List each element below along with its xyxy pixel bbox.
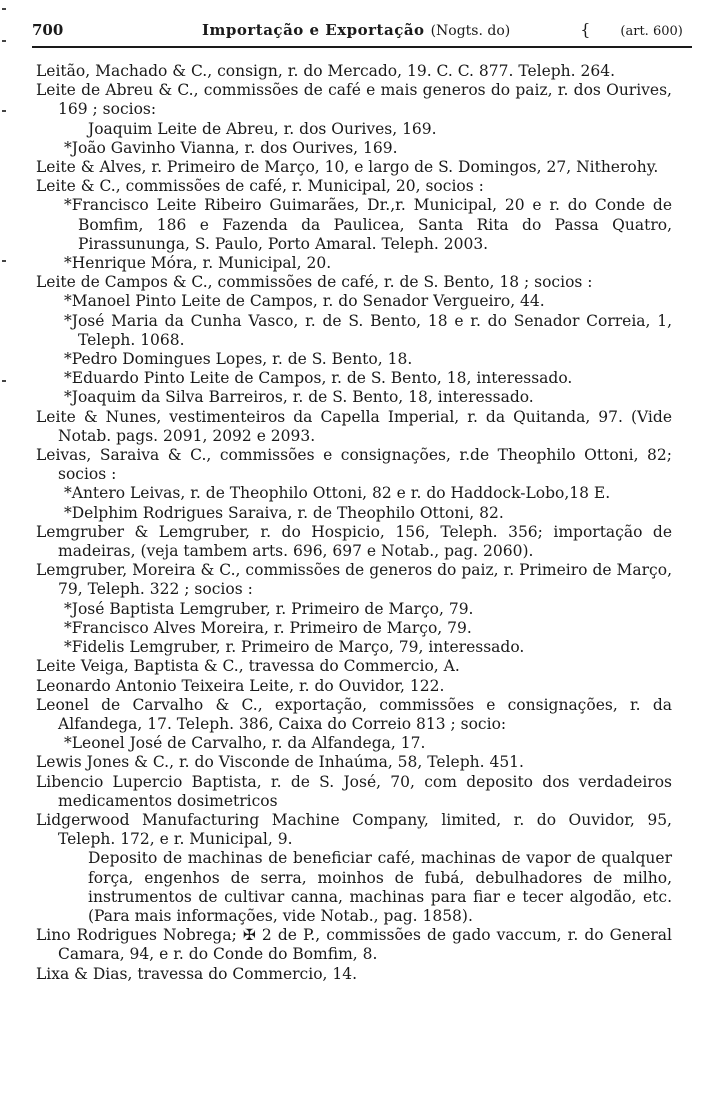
firm-entry: Leite & Alves, r. Primeiro de Março, 10, e largo de S. Domingos, 27, Nitherohy. [36,158,659,177]
firm-entry: Lemgruber, Moreira & C., commissões de generos do paiz, r. Primeiro de Março, 79, Teleph. 322 ; socios : [36,561,672,599]
page-edge-marks [0,0,14,1116]
entry-continuation: Deposito de machinas de beneficiar café, machinas de vapor de qualquer força, engenhos de serra, moinhos de fubá, debulhadores de milho, instrumentos de cultivar canna, machinas para fiar e tecer algodão, etc. (Para mais informações, vide Notab., pag. 1858). [88,849,672,925]
directory-entries [36,62,672,984]
page-header [32,20,692,48]
partner-entry: *José Baptista Lemgruber, r. Primeiro de Março, 79. [64,599,474,618]
article-reference: (art. 600) [620,24,683,39]
firm-entry: Lidgerwood Manufacturing Machine Company, limited, r. do Ouvidor, 95, Teleph. 172, e r. Municipal, 9. [36,810,672,849]
entry-continuation: Joaquim Leite de Abreu, r. dos Ourives, 169. [88,119,437,138]
firm-entry: Leite Veiga, Baptista & C., travessa do Commercio, A. [36,657,460,676]
partner-entry: *Manoel Pinto Leite de Campos, r. do Senador Vergueiro, 44. [64,292,545,311]
firm-entry: Lemgruber & Lemgruber, r. do Hospicio, 156, Teleph. 356; importação de madeiras, (veja tambem arts. 696, 697 e Notab., pag. 2060). [36,522,672,561]
partner-entry: *Pedro Domingues Lopes, r. de S. Bento, 18. [64,350,413,369]
firm-entry: Leite & C., commissões de café, r. Municipal, 20, socios : [36,177,484,196]
partner-entry: *Henrique Móra, r. Municipal, 20. [64,254,332,273]
firm-entry: Leonel de Carvalho & C., exportação, commissões e consignações, r. da Alfandega, 17. Teleph. 386, Caixa do Correio 813 ; socio: [36,695,672,733]
partner-entry: *Eduardo Pinto Leite de Campos, r. de S. Bento, 18, interessado. [64,369,573,388]
partner-entry: *Joaquim da Silva Barreiros, r. de S. Bento, 18, interessado. [64,388,534,407]
firm-entry: Lewis Jones & C., r. do Visconde de Inhaúma, 58, Teleph. 451. [36,753,524,772]
partner-entry: *Leonel José de Carvalho, r. da Alfandega, 17. [64,734,426,753]
partner-entry: *Delphim Rodrigues Saraiva, r. de Theophilo Ottoni, 82. [64,503,504,522]
partner-entry: *Fidelis Lemgruber, r. Primeiro de Março, 79, interessado. [64,638,525,657]
firm-entry: Leite & Nunes, vestimenteiros da Capella Imperial, r. da Quitanda, 97. (Vide Notab. pags. 2091, 2092 e 2093. [36,407,672,445]
partner-entry: *Francisco Alves Moreira, r. Primeiro de Março, 79. [64,618,472,637]
firm-entry: Leonardo Antonio Teixeira Leite, r. do Ouvidor, 122. [36,676,445,695]
firm-entry: Lixa & Dias, travessa do Commercio, 14. [36,964,358,983]
firm-entry: Lino Rodrigues Nobrega; ✠ 2 de P., commissões de gado vaccum, r. do General Camara, 94, e r. do Conde do Bomfim, 8. [36,926,672,964]
running-subtitle: (Nogts. do) [430,23,511,39]
firm-entry: Leivas, Saraiva & C., commissões e consignações, r.de Theophilo Ottoni, 82; socios : [36,446,672,484]
partner-entry: *João Gavinho Vianna, r. dos Ourives, 169. [64,138,398,157]
firm-entry: Leitão, Machado & C., consign, r. do Mercado, 19. C. C. 877. Teleph. 264. [36,62,616,80]
firm-entry: Leite de Campos & C., commissões de café, r. de S. Bento, 18 ; socios : [36,273,593,292]
partner-entry: *Francisco Leite Ribeiro Guimarães, Dr.,r. Municipal, 20 e r. do Conde de Bomfim, 186 e Fazenda da Paulicea, Santa Rita do Passa Quatro, Pirassununga, S. Paulo, Porto Amaral. Teleph. 2003. [64,196,672,253]
firm-entry: Leite de Abreu & C., commissões de café e mais generos do paiz, r. dos Ourives, 169 ; socios: [36,81,672,119]
running-title: Importação e Exportação [202,21,425,39]
header-brace-mark: { [580,20,591,39]
partner-entry: *José Maria da Cunha Vasco, r. de S. Bento, 18 e r. do Senador Correia, 1, Teleph. 1068. [64,311,672,349]
firm-entry: Libencio Lupercio Baptista, r. de S. José, 70, com deposito dos verdadeiros medicamentos dosimetricos [36,772,672,810]
page-number: 700 [32,21,64,39]
partner-entry: *Antero Leivas, r. de Theophilo Ottoni, 82 e r. do Haddock-Lobo,18 E. [64,484,611,503]
